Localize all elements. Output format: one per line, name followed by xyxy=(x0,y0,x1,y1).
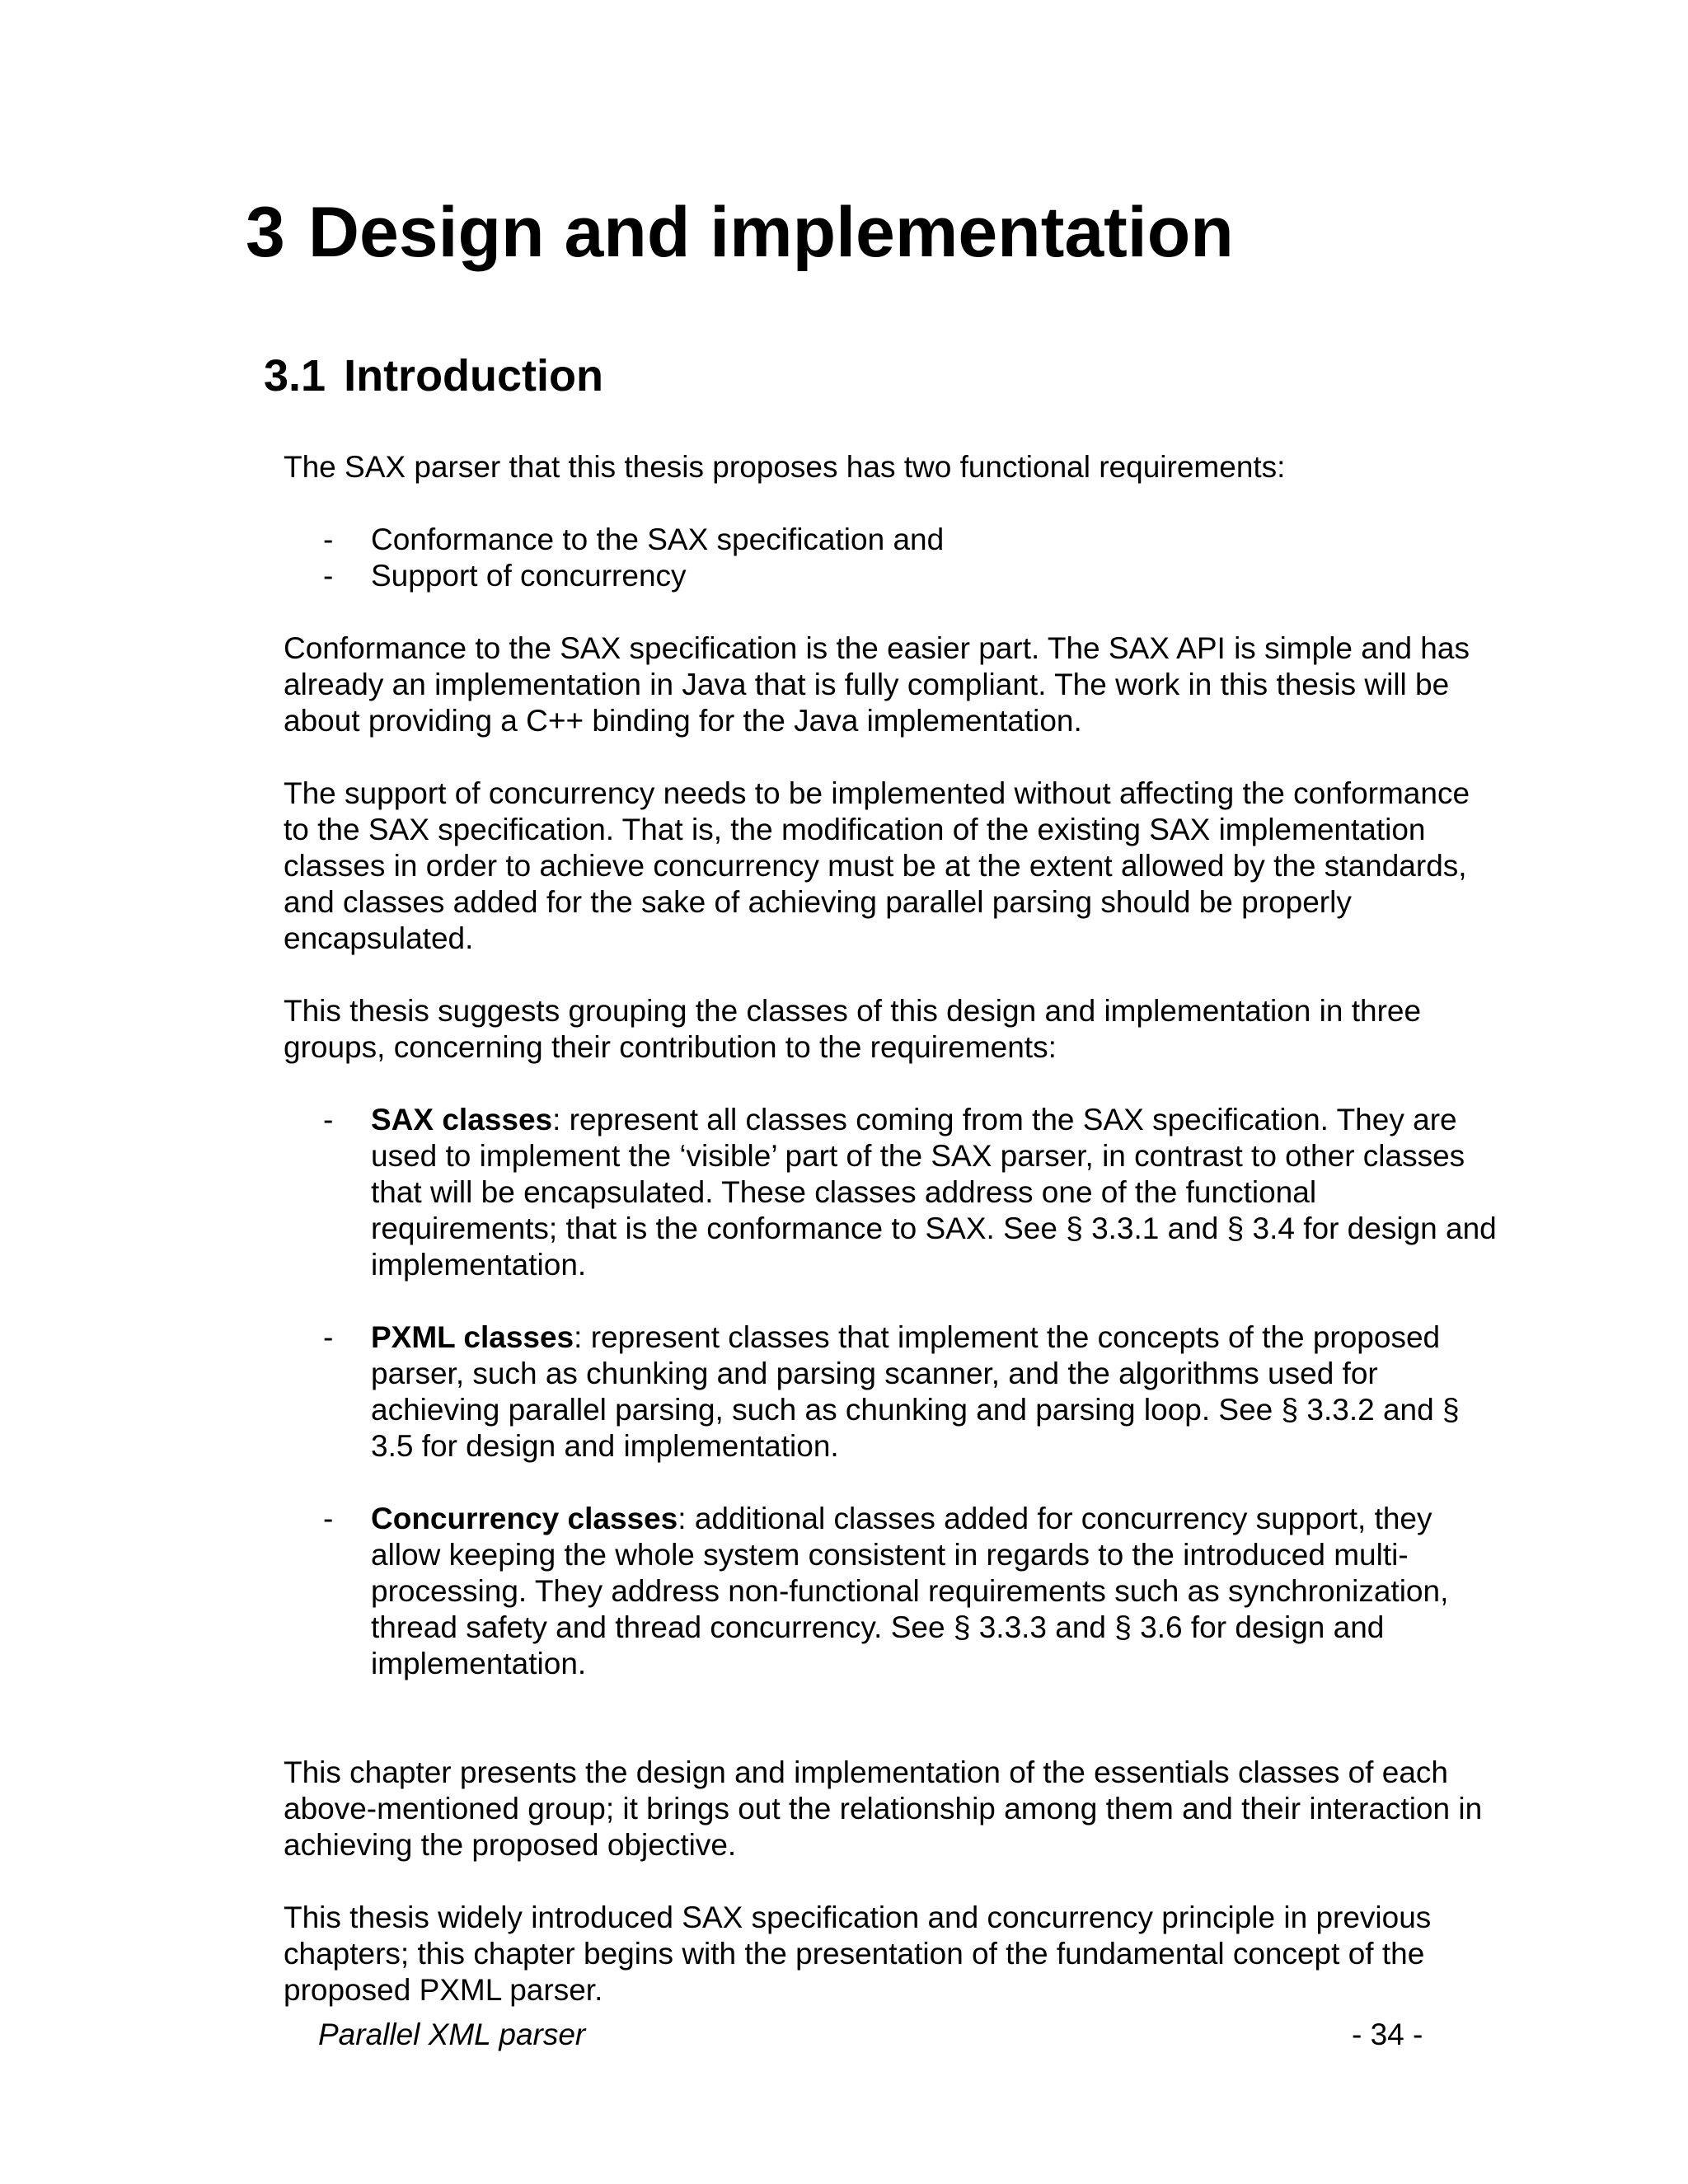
footer-document-title: Parallel XML parser xyxy=(318,2018,586,2051)
list-item xyxy=(284,1319,1503,1465)
section-number: 3.1 xyxy=(264,351,326,401)
list-item xyxy=(284,1501,1503,1682)
body-text xyxy=(284,449,1503,2045)
term-pxml-classes: PXML classes xyxy=(371,1320,574,1354)
paragraph-intro: The SAX parser that this thesis proposes has two functional requirements: xyxy=(284,450,1286,484)
list-item-text: Support of concurrency xyxy=(371,559,687,593)
list-item-text: : represent classes that implement the concepts of the proposed parser, such as chunking and parsing scanner, and the algorithms used for achieving parallel parsing, such as chunking and parsing loop. See § 3.3.2 and § 3.5 for design and implementation. xyxy=(371,1320,1460,1463)
list-dash: - xyxy=(323,523,334,556)
paragraph-previous-chapters: This thesis widely introduced SAX specification and concurrency principle in previous chapters; this chapter begins with the presentation of the fundamental concept of the proposed PXML parser. xyxy=(284,1900,1432,2007)
list-item xyxy=(284,1102,1503,1283)
term-sax-classes: SAX classes xyxy=(371,1103,553,1137)
list-item-text: : additional classes added for concurrency support, they allow keeping the whole system consistent in regards to the introduced multi-processing. They address non-functional requirements such as synchronization, thread safety and thread concurrency. See § 3.3.3 and § 3.6 for design and implementation. xyxy=(371,1502,1449,1680)
footer-page-number: - 34 - xyxy=(1352,2018,1423,2051)
list-dash: - xyxy=(323,1320,334,1354)
requirements-list xyxy=(284,522,1503,594)
list-item xyxy=(284,522,1503,558)
section-heading xyxy=(264,349,603,402)
list-dash: - xyxy=(323,1103,334,1137)
list-item-text: : represent all classes coming from the SAX specification. They are used to implement the ‘visible’ part of the SAX parser, in contrast to other classes that will be encapsulated. These classes address one of the functional requirements; that is the conformance to SAX. See § 3.3.1 and § 3.4 for design and implementation. xyxy=(371,1103,1497,1282)
chapter-title: Design and implementation xyxy=(307,193,1234,272)
section-title: Introduction xyxy=(344,351,604,401)
chapter-number: 3 xyxy=(246,193,285,272)
paragraph-chapter-overview: This chapter presents the design and implementation of the essentials classes of each above-mentioned group; it brings out the relationship among them and their interaction in achieving the proposed objective. xyxy=(284,1755,1483,1862)
term-concurrency-classes: Concurrency classes xyxy=(371,1502,678,1535)
paragraph-concurrency-support: The support of concurrency needs to be implemented without affecting the conformance to the SAX specification. That is, the modification of the existing SAX implementation classes in order to achieve concurrency must be at the extent allowed by the standards, and classes added for the sake of achieving parallel parsing should be properly encapsulated. xyxy=(284,776,1470,955)
list-item xyxy=(284,558,1503,594)
list-item-text: Conformance to the SAX specification and xyxy=(371,523,945,556)
class-groups-list xyxy=(284,1102,1503,1682)
list-dash: - xyxy=(323,559,334,593)
list-dash: - xyxy=(323,1502,334,1535)
paragraph-sax-conformance: Conformance to the SAX specification is the easier part. The SAX API is simple and has already an implementation in Java that is fully compliant. The work in this thesis will be about providing a C++ binding for the Java implementation. xyxy=(284,631,1470,738)
paragraph-class-groups: This thesis suggests grouping the classes of this design and implementation in three groups, concerning their contribution to the requirements: xyxy=(284,994,1422,1064)
chapter-heading xyxy=(246,191,1234,274)
